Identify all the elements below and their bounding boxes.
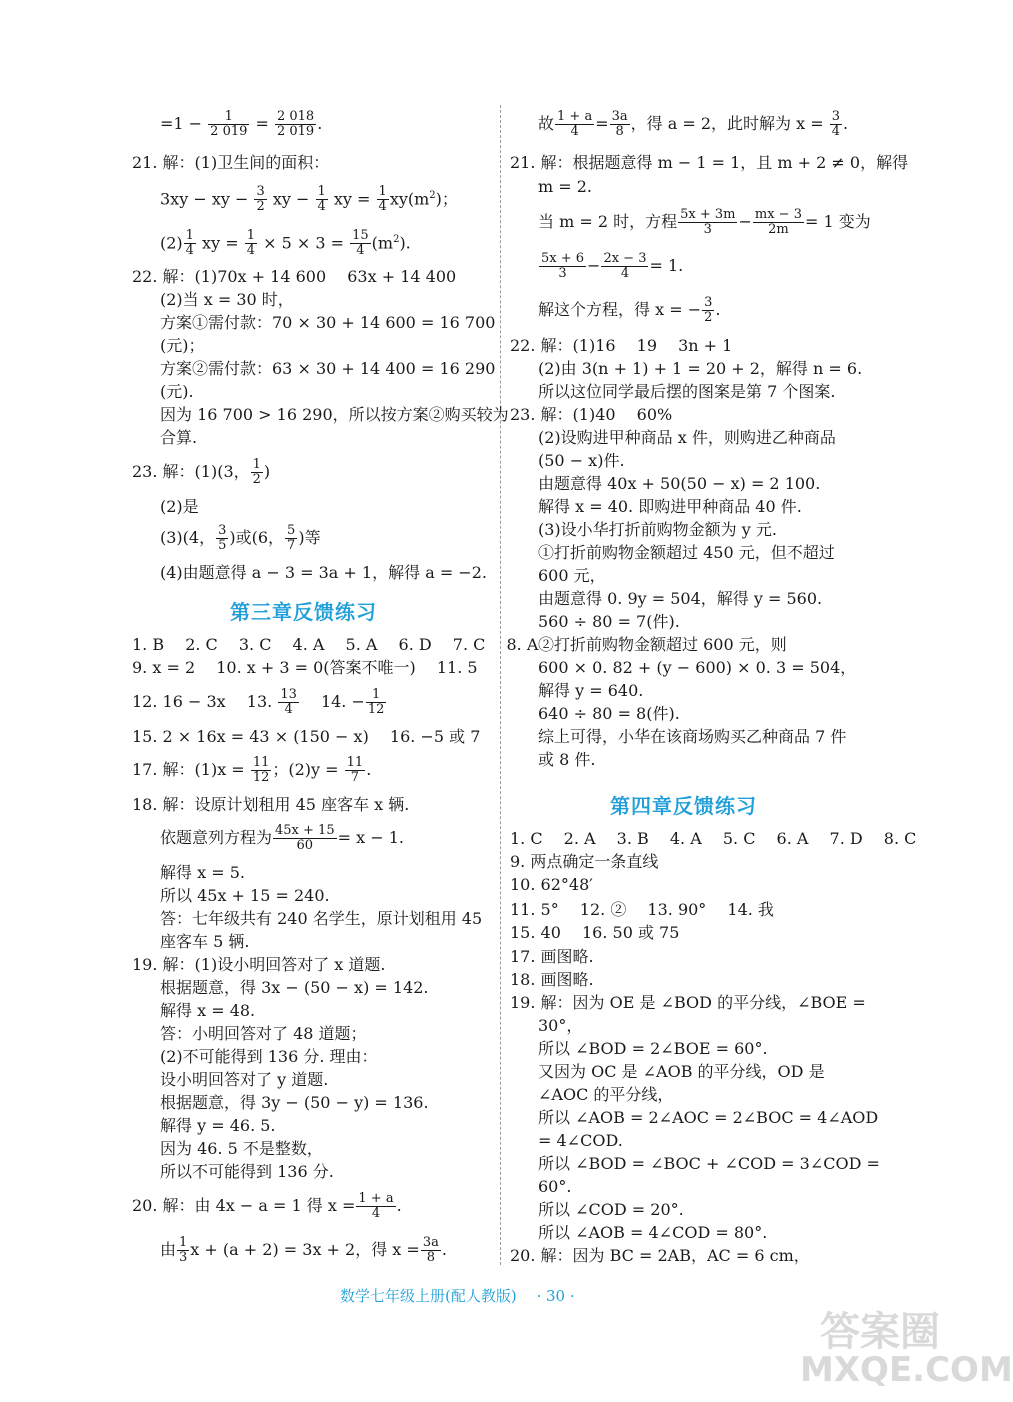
answer-line: 根据题意，得 3y − (50 − y) = 136. [160, 1093, 429, 1112]
text: 依题意列方程为 [160, 828, 273, 847]
answer-line: 解得 y = 640. [538, 681, 644, 700]
numerator: 2x − 3 [603, 251, 647, 266]
text: ；(2)y = [272, 760, 339, 779]
answer-line: (2)是 [160, 497, 199, 516]
denominator: 2 [252, 472, 261, 487]
answer-line: 1. C 2. A 3. B 4. A 5. C 6. A 7. D 8. C [510, 829, 917, 848]
text: (m [371, 233, 394, 253]
text: )； [435, 189, 458, 209]
answer-line [538, 110, 848, 139]
numerator: 3 [218, 523, 227, 538]
chapter-title: 第三章反馈练习 [230, 600, 377, 624]
answer-line: 10. 62°48′ [510, 875, 593, 894]
fraction [245, 229, 257, 258]
fraction [316, 185, 328, 214]
numerator: 1 [179, 1235, 188, 1250]
numerator: 45x + 15 [275, 823, 335, 838]
numerator: 1 [317, 184, 326, 200]
text: = [255, 114, 269, 133]
numerator: 3a [611, 109, 628, 124]
text: 由 [160, 1240, 177, 1259]
fraction [702, 296, 714, 325]
answer-line: 23. 解：(1)40 60% [510, 405, 673, 424]
text: . [317, 114, 323, 133]
answer-line: 所以 ∠AOB = 4∠COD = 80°. [538, 1223, 768, 1242]
answer-line [160, 184, 458, 214]
numerator: 5x + 3m [680, 207, 736, 222]
watermark-logo: 答案圈 [820, 1309, 940, 1355]
text: 当 m = 2 时，方程 [538, 212, 678, 231]
fraction [251, 458, 263, 487]
text: (3)(4， [160, 528, 216, 547]
fraction [208, 110, 249, 139]
numerator: 13 [280, 687, 297, 702]
fraction [177, 1236, 189, 1265]
text: 故 [538, 114, 555, 133]
text: 23. 解：(1)(3， [132, 462, 250, 481]
answer-line: 19. 解：(1)设小明回答对了 x 道题. [132, 955, 386, 974]
fraction [377, 185, 389, 214]
fraction [601, 252, 648, 281]
fraction [350, 229, 371, 258]
denominator: 4 [185, 243, 194, 259]
answer-line: 解得 y = 46. 5. [160, 1116, 276, 1135]
answer-line: 方案②需付款：63 × 30 + 14 400 = 16 290 [160, 359, 496, 378]
numerator: 1 [208, 110, 249, 125]
superscript: 2 [393, 234, 400, 245]
denominator: 2 [256, 199, 265, 215]
text: 3xy − xy − [160, 189, 249, 209]
answer-line: (2)设购进甲种商品 x 件，则购进乙种商品 [538, 428, 836, 447]
denominator: 12 [367, 702, 385, 717]
numerator: 1 [185, 228, 194, 244]
answer-line [160, 524, 321, 553]
fraction [678, 208, 737, 237]
answer-line: 设小明回答对了 y 道题. [160, 1070, 329, 1089]
text: xy(m [389, 189, 430, 209]
fraction [275, 110, 316, 139]
fraction [366, 688, 387, 717]
text: ). [399, 233, 411, 253]
answer-line: 15. 2 × 16x = 43 × (150 − x) 16. −5 或 7 [132, 727, 481, 746]
answer-line: 答：七年级共有 240 名学生，原计划租用 45 [160, 909, 483, 928]
numerator: 5x + 6 [541, 251, 585, 266]
numerator: 11 [252, 755, 270, 770]
text: . [715, 300, 721, 319]
answer-line: 所以 ∠AOB = 2∠AOC = 2∠BOC = 4∠AOD [538, 1108, 879, 1127]
answer-line: 所以 ∠BOD = 2∠BOE = 60°. [538, 1039, 768, 1058]
answer-line: 综上可得，小华在该商场购买乙种商品 7 件 [538, 727, 847, 746]
fraction [830, 110, 842, 139]
answer-line: 又因为 OC 是 ∠AOB 的平分线，OD 是 [538, 1062, 825, 1081]
denominator: 4 [831, 124, 841, 139]
answer-line: 20. 解：因为 BC = 2AB，AC = 6 cm， [510, 1246, 810, 1265]
denominator: 3 [558, 266, 567, 281]
fraction [285, 524, 297, 553]
fraction [184, 229, 196, 258]
denominator: 7 [350, 770, 360, 785]
answer-line: 22. 解：(1)16 19 3n + 1 [510, 336, 733, 355]
text: (2) [160, 233, 183, 253]
answer-line [132, 458, 270, 487]
fraction [254, 185, 266, 214]
watermark-url: MXQE.COM [800, 1350, 1013, 1390]
denominator: 4 [620, 266, 630, 281]
denominator: 2 [704, 310, 713, 325]
answer-line: 560 ÷ 80 = 7(件). [538, 612, 680, 631]
fraction [216, 524, 228, 553]
denominator: 4 [284, 702, 293, 717]
numerator: 11 [346, 755, 364, 770]
numerator: 3 [831, 109, 841, 124]
answer-line [132, 1192, 402, 1221]
answer-line: 640 ÷ 80 = 8(件). [538, 704, 680, 723]
answer-line: 根据题意，得 3x − (50 − x) = 142. [160, 978, 429, 997]
answer-line: (3)设小华打折前购物金额为 y 元. [538, 520, 777, 539]
answer-line: 60°. [538, 1177, 572, 1196]
answer-line: 9. 两点确定一条直线 [510, 852, 659, 871]
numerator: mx − 3 [754, 207, 802, 222]
text: = 1. [649, 256, 684, 275]
answer-line: 所以这位同学最后摆的图案是第 7 个图案. [538, 382, 836, 401]
fraction [421, 1236, 441, 1265]
denominator: 2 019 [210, 124, 248, 139]
chapter-title: 第四章反馈练习 [610, 794, 757, 818]
answer-line: 600 元， [538, 566, 606, 585]
text: x + (a + 2) = 3x + 2，得 x = [190, 1240, 420, 1259]
fraction [555, 110, 594, 139]
answer-line: 18. 解：设原计划租用 45 座客车 x 辆. [132, 795, 410, 814]
answer-line: 21. 解：根据题意得 m − 1 = 1，且 m + 2 ≠ 0，解得 [510, 153, 909, 172]
answer-line: 座客车 5 辆. [160, 932, 250, 951]
answer-line: 解得 x = 40. 即购进甲种商品 40 件. [538, 497, 802, 516]
denominator: 2m [768, 222, 789, 237]
denominator: 4 [317, 199, 326, 215]
answer-line: 600 × 0. 82 + (y − 600) × 0. 3 = 504， [538, 658, 857, 677]
answer-line [538, 252, 683, 281]
denominator: 4 [356, 243, 365, 259]
answer-line: 因为 16 700 > 16 290，所以按方案②购买较为 [160, 405, 509, 424]
answer-line: (2)当 x = 30 时， [160, 290, 294, 309]
text: − [587, 256, 601, 275]
answer-line [160, 228, 411, 258]
text: =1 − [160, 114, 203, 133]
fraction [273, 824, 337, 853]
denominator: 12 [252, 770, 270, 785]
fraction [753, 208, 804, 237]
superscript: 2 [429, 190, 436, 201]
answer-line [538, 208, 871, 237]
numerator: 1 [252, 457, 261, 472]
denominator: 60 [296, 838, 314, 853]
answer-line: 或 8 件. [538, 750, 596, 769]
numerator: 2 018 [276, 109, 315, 124]
answer-line: 由题意得 40x + 50(50 − x) = 2 100. [538, 474, 821, 493]
answer-line: 所以 ∠BOD = ∠BOC + ∠COD = 3∠COD = [538, 1154, 880, 1173]
denominator: 4 [570, 124, 579, 139]
denominator: 4 [371, 1206, 381, 1221]
answer-line: 解得 x = 5. [160, 863, 245, 882]
answer-line: ∠AOC 的平分线， [538, 1085, 674, 1104]
answer-line: (2)不可能得到 136 分. 理由： [160, 1047, 378, 1066]
denominator: 8 [615, 124, 624, 139]
answer-line [160, 110, 322, 139]
numerator: 1 [366, 688, 387, 703]
text: − [738, 212, 752, 231]
text: = 1 变为 [804, 212, 871, 231]
answer-line: (元)； [160, 336, 205, 355]
text: × 5 × 3 = [263, 233, 344, 253]
answer-line [132, 756, 371, 785]
text: xy − [272, 189, 310, 209]
text: 12. 16 − 3x 13. [132, 692, 273, 711]
text: ，得 a = 2，此时解为 x = [630, 114, 824, 133]
page-footer: 数学七年级上册(配人教版) · 30 · [340, 1287, 575, 1305]
answer-line: ①打折前购物金额超过 450 元，但不超过 [538, 543, 835, 562]
numerator: 5 [287, 523, 296, 538]
answer-line [160, 824, 404, 853]
text: 14. − [299, 692, 365, 711]
text: 20. 解：由 4x − a = 1 得 x = [132, 1196, 356, 1215]
answer-line: 19. 解：因为 OE 是 ∠BOD 的平分线，∠BOE = [510, 993, 866, 1012]
fraction [610, 110, 630, 139]
text: 17. 解：(1)x = [132, 760, 245, 779]
text: ) [263, 462, 271, 481]
answer-line: (50 − x)件. [538, 451, 625, 470]
text: . [843, 114, 849, 133]
answer-line: 30°， [538, 1016, 583, 1035]
text: )或(6， [229, 528, 285, 547]
text: = [595, 114, 609, 133]
text: . [441, 1240, 447, 1259]
denominator: 3 [703, 222, 712, 237]
numerator: 3 [704, 295, 713, 310]
denominator: 2 019 [276, 124, 315, 139]
text: . [396, 1196, 402, 1215]
numerator: 1 [378, 184, 387, 200]
answer-line [132, 688, 387, 717]
fraction [356, 1192, 395, 1221]
numerator: 1 + a [358, 1191, 394, 1206]
answer-line: m = 2. [538, 177, 593, 196]
fraction [345, 756, 366, 785]
denominator: 5 [218, 538, 227, 553]
denominator: 4 [246, 243, 255, 259]
answer-line [160, 1236, 447, 1265]
answer-line: 方案①需付款：70 × 30 + 14 600 = 16 700 [160, 313, 496, 332]
answer-line: 22. 解：(1)70x + 14 600 63x + 14 400 [132, 267, 457, 286]
numerator: 3a [422, 1235, 439, 1250]
answer-line: 17. 画图略. [510, 947, 594, 966]
answer-line: 由题意得 0. 9y = 504，解得 y = 560. [538, 589, 823, 608]
answer-line: 因为 46. 5 不是整数， [160, 1139, 323, 1158]
denominator: 4 [378, 199, 387, 215]
answer-line: ②打折前购物金额超过 600 元，则 [538, 635, 787, 654]
text: xy = [202, 233, 239, 253]
answer-line: (元). [160, 382, 194, 401]
text: xy = [333, 189, 371, 209]
answer-line: (2)由 3(n + 1) + 1 = 20 + 2，解得 n = 6. [538, 359, 863, 378]
fraction [539, 252, 586, 281]
fraction [251, 756, 272, 785]
answer-line: 所以 ∠COD = 20°. [538, 1200, 684, 1219]
text: . [366, 760, 372, 779]
answer-line: 1. B 2. C 3. C 4. A 5. A 6. D 7. C 8. A [132, 635, 539, 654]
answer-line: (4)由题意得 a − 3 = 3a + 1，解得 a = −2. [160, 563, 487, 582]
answer-line: 合算. [160, 428, 198, 447]
answer-line: 答：小明回答对了 48 道题； [160, 1024, 367, 1043]
column-divider [500, 105, 501, 1265]
text: = x − 1. [337, 828, 404, 847]
fraction [278, 688, 299, 717]
answer-line [538, 296, 720, 325]
answer-line: 15. 40 16. 50 或 75 [510, 923, 680, 942]
numerator: 3 [256, 184, 265, 200]
answer-line: 解得 x = 48. [160, 1001, 256, 1020]
answer-line: = 4∠COD. [538, 1131, 623, 1150]
text: )等 [298, 528, 321, 547]
numerator: 1 [246, 228, 255, 244]
denominator: 3 [179, 1250, 188, 1265]
answer-line: 11. 5° 12. ② 13. 90° 14. 我 [510, 900, 774, 919]
denominator: 8 [426, 1250, 435, 1265]
answer-line: 9. x = 2 10. x + 3 = 0(答案不唯一) 11. 5 [132, 658, 478, 677]
answer-line: 所以不可能得到 136 分. [160, 1162, 334, 1181]
answer-line: 所以 45x + 15 = 240. [160, 886, 330, 905]
text: 解这个方程，得 x = − [538, 300, 702, 319]
answer-line: 18. 画图略. [510, 970, 594, 989]
numerator: 15 [352, 228, 369, 244]
denominator: 7 [287, 538, 296, 553]
answer-line: 21. 解：(1)卫生间的面积： [132, 153, 330, 172]
numerator: 1 + a [557, 109, 593, 124]
